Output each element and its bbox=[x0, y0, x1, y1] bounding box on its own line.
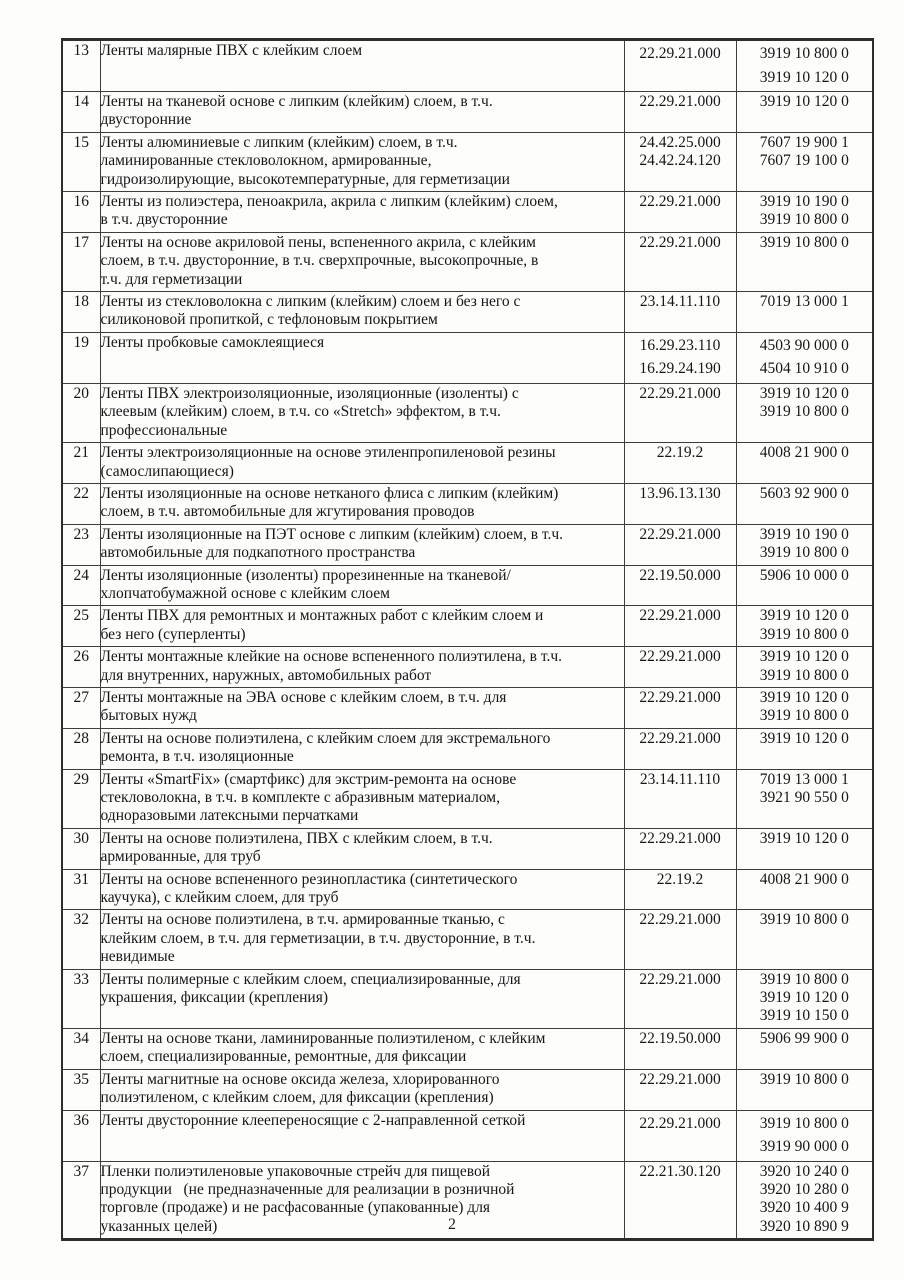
description-line: украшения, фиксации (крепления) bbox=[100, 989, 328, 1007]
okpd-code-cell bbox=[624, 728, 736, 769]
row-number: 34 bbox=[73, 1029, 89, 1047]
description-line: Ленты на тканевой основе с липким (клейким) слоем, в т.ч. bbox=[100, 93, 493, 110]
description-line: Ленты ПВХ электроизоляционные, изоляционные (изоленты) с bbox=[100, 384, 519, 402]
description-line: Ленты магнитные на основе оксида железа, хлорированного bbox=[100, 1070, 500, 1088]
okpd-code-cell bbox=[624, 192, 736, 233]
okpd-code: 22.19.2 bbox=[656, 870, 704, 888]
description-line: Ленты электроизоляционные на основе этиленпропиленовой резины bbox=[100, 444, 556, 462]
description-cell bbox=[100, 828, 624, 869]
okpd-code: 22.29.21.000 bbox=[639, 233, 721, 251]
description-line: Ленты на основе ткани, ламинированные полиэтиленом, с клейким bbox=[100, 1029, 546, 1047]
okpd-code-cell bbox=[624, 1069, 736, 1110]
okpd-code: 22.29.21.000 bbox=[639, 93, 721, 110]
description-cell bbox=[100, 483, 624, 524]
okpd-code: 22.29.21.000 bbox=[639, 45, 721, 62]
okpd-code: 24.42.24.120 bbox=[639, 152, 721, 170]
okpd-code-cell bbox=[624, 383, 736, 442]
row-number-cell bbox=[62, 647, 100, 688]
row-number-cell bbox=[62, 292, 100, 333]
table-row bbox=[62, 232, 873, 291]
tnved-code: 3919 10 120 0 bbox=[759, 989, 849, 1007]
table-row bbox=[62, 969, 873, 1028]
row-number: 19 bbox=[73, 333, 89, 351]
okpd-code: 22.29.21.000 bbox=[639, 193, 721, 211]
okpd-code-cell bbox=[624, 606, 736, 647]
row-number: 24 bbox=[73, 566, 89, 584]
tnved-code-cell bbox=[736, 647, 873, 688]
tnved-code: 3919 10 150 0 bbox=[759, 1007, 849, 1025]
description-cell bbox=[100, 647, 624, 688]
description-cell bbox=[100, 1069, 624, 1110]
description-line: клеевым (клейким) слоем, в т.ч. со «Stretch» эффектом, в т.ч. bbox=[100, 403, 501, 421]
tnved-code: 3919 10 120 0 bbox=[759, 648, 849, 666]
okpd-code-cell bbox=[624, 910, 736, 969]
description-line: слоем, специализированные, ремонтные, для фиксации bbox=[100, 1048, 467, 1066]
okpd-code-cell bbox=[624, 524, 736, 565]
okpd-code-cell bbox=[624, 40, 736, 92]
row-number: 32 bbox=[73, 911, 89, 929]
tnved-code: 3919 10 120 0 bbox=[759, 607, 849, 625]
okpd-code: 23.14.11.110 bbox=[639, 293, 721, 311]
okpd-code: 22.29.21.000 bbox=[639, 911, 721, 929]
tnved-code: 3919 10 800 0 bbox=[759, 970, 849, 988]
row-number-cell bbox=[62, 232, 100, 291]
tnved-code: 3920 10 400 9 bbox=[759, 1199, 849, 1217]
tnved-code-cell bbox=[736, 443, 873, 484]
table-row bbox=[62, 132, 873, 191]
description-line: для внутренних, наружных, автомобильных работ bbox=[100, 666, 432, 684]
okpd-code-cell bbox=[624, 828, 736, 869]
row-number: 21 bbox=[73, 444, 89, 462]
description-line: Ленты изоляционные на основе нетканого флиса с липким (клейким) bbox=[100, 484, 559, 502]
row-number-cell bbox=[62, 1110, 100, 1161]
tnved-code: 3919 10 800 0 bbox=[759, 1114, 849, 1132]
row-number: 29 bbox=[73, 770, 89, 788]
table-row bbox=[62, 524, 873, 565]
tnved-code: 3919 10 120 0 bbox=[759, 384, 849, 402]
row-number: 33 bbox=[73, 970, 89, 988]
okpd-code: 22.29.21.000 bbox=[639, 525, 721, 543]
description-line: Ленты из полиэстера, пеноакрила, акрила с липким (клейким) слоем, bbox=[100, 193, 558, 211]
tnved-code: 5906 10 000 0 bbox=[759, 566, 849, 584]
okpd-code: 24.42.25.000 bbox=[639, 133, 721, 151]
description-line: (самослипающиеся) bbox=[100, 462, 234, 480]
tnved-code: 3920 10 890 9 bbox=[759, 1217, 849, 1235]
description-line: Ленты ПВХ для ремонтных и монтажных работ с клейким слоем и bbox=[100, 607, 544, 625]
row-number-cell bbox=[62, 332, 100, 383]
okpd-code: 13.96.13.130 bbox=[639, 484, 721, 502]
okpd-code-cell bbox=[624, 769, 736, 828]
description-line: слоем, в т.ч. двусторонние, в т.ч. сверхпрочные, высокопрочные, в bbox=[100, 252, 539, 270]
description-line: продукции (не предназначенные для реализации в розничной bbox=[100, 1180, 515, 1198]
tnved-code: 4008 21 900 0 bbox=[759, 870, 849, 888]
tnved-code: 7019 13 000 1 bbox=[759, 293, 849, 311]
description-cell bbox=[100, 443, 624, 484]
row-number: 35 bbox=[73, 1070, 89, 1088]
description-line: Ленты алюминиевые с липким (клейким) слоем, в т.ч. bbox=[100, 133, 458, 151]
tnved-code: 3920 10 240 0 bbox=[759, 1162, 849, 1180]
row-number-cell bbox=[62, 869, 100, 910]
description-line: Ленты «SmartFix» (смартфикс) для экстрим-ремонта на основе bbox=[100, 770, 517, 788]
okpd-code: 22.19.50.000 bbox=[639, 1029, 721, 1047]
okpd-code: 23.14.11.110 bbox=[639, 770, 721, 788]
description-line: Ленты изоляционные на ПЭТ основе с липким (клейким) слоем, в т.ч. bbox=[100, 525, 564, 543]
okpd-code: 22.29.21.000 bbox=[639, 1070, 721, 1088]
table-row bbox=[62, 92, 873, 133]
row-number-cell bbox=[62, 443, 100, 484]
description-line: указанных целей) bbox=[100, 1217, 218, 1235]
description-cell bbox=[100, 132, 624, 191]
description-line: Ленты на основе полиэтилена, с клейким слоем для экстремального bbox=[100, 729, 551, 747]
tnved-code-cell bbox=[736, 383, 873, 442]
table-row bbox=[62, 728, 873, 769]
tnved-code: 3921 90 550 0 bbox=[759, 789, 849, 806]
row-number: 31 bbox=[73, 870, 89, 888]
row-number-cell bbox=[62, 483, 100, 524]
okpd-code: 22.29.21.000 bbox=[639, 688, 721, 706]
description-line: двусторонние bbox=[100, 111, 192, 129]
tnved-code: 3919 10 120 0 bbox=[759, 68, 849, 86]
tnved-code-cell bbox=[736, 483, 873, 524]
table-body bbox=[62, 40, 873, 1240]
tnved-code: 3919 10 190 0 bbox=[759, 525, 849, 543]
description-cell bbox=[100, 728, 624, 769]
okpd-code: 22.29.21.000 bbox=[639, 829, 721, 847]
table-row bbox=[62, 647, 873, 688]
row-number-cell bbox=[62, 524, 100, 565]
okpd-code: 22.19.50.000 bbox=[639, 566, 721, 584]
okpd-code-cell bbox=[624, 687, 736, 728]
okpd-code-cell bbox=[624, 443, 736, 484]
row-number-cell bbox=[62, 828, 100, 869]
okpd-code-cell bbox=[624, 647, 736, 688]
table-row bbox=[62, 687, 873, 728]
row-number-cell bbox=[62, 728, 100, 769]
okpd-code: 22.29.21.000 bbox=[639, 729, 721, 747]
row-number-cell bbox=[62, 132, 100, 191]
tnved-code-cell bbox=[736, 769, 873, 828]
description-line: Ленты полимерные с клейким слоем, специализированные, для bbox=[100, 970, 521, 988]
description-cell bbox=[100, 1028, 624, 1069]
okpd-code: 22.29.21.000 bbox=[639, 1114, 721, 1132]
tnved-code: 7607 19 100 0 bbox=[759, 152, 849, 170]
tnved-code: 3920 10 280 0 bbox=[759, 1180, 849, 1198]
description-line: невидимые bbox=[100, 948, 175, 966]
okpd-code: 16.29.24.190 bbox=[639, 360, 721, 378]
tnved-code-cell bbox=[736, 869, 873, 910]
table-row bbox=[62, 565, 873, 606]
row-number-cell bbox=[62, 687, 100, 728]
tnved-code: 3919 10 800 0 bbox=[759, 233, 849, 251]
description-line: автомобильные для подкапотного пространства bbox=[100, 544, 416, 562]
row-number-cell bbox=[62, 910, 100, 969]
description-line: без него (суперленты) bbox=[100, 625, 246, 643]
table-row bbox=[62, 769, 873, 828]
tnved-code: 4008 21 900 0 bbox=[759, 444, 849, 462]
row-number: 36 bbox=[73, 1111, 89, 1129]
tnved-code-cell bbox=[736, 332, 873, 383]
row-number-cell bbox=[62, 1028, 100, 1069]
description-line: Ленты пробковые самоклеящиеся bbox=[100, 333, 325, 351]
description-line: слоем, в т.ч. автомобильные для жгутирования проводов bbox=[100, 503, 475, 521]
page-number: 2 bbox=[448, 1216, 456, 1233]
tnved-code: 4504 10 910 0 bbox=[759, 360, 849, 378]
okpd-code: 22.29.21.000 bbox=[639, 384, 721, 402]
okpd-code-cell bbox=[624, 483, 736, 524]
description-line: в т.ч. двусторонние bbox=[100, 211, 228, 229]
tnved-code-cell bbox=[736, 969, 873, 1028]
tnved-code: 3919 10 120 0 bbox=[759, 688, 849, 706]
description-line: Ленты малярные ПВХ с клейким слоем bbox=[100, 42, 363, 59]
row-number-cell bbox=[62, 606, 100, 647]
okpd-code-cell bbox=[624, 1110, 736, 1161]
okpd-code-cell bbox=[624, 565, 736, 606]
tnved-code: 3919 10 800 0 bbox=[759, 45, 849, 62]
tnved-code-cell bbox=[736, 1110, 873, 1161]
description-cell bbox=[100, 910, 624, 969]
description-line: Ленты на основе полиэтилена, ПВХ с клейким слоем, в т.ч. bbox=[100, 829, 493, 847]
description-line: гидроизолирующие, высокотемпературные, для герметизации bbox=[100, 170, 510, 188]
description-line: силиконовой пропиткой, с тефлоновым покрытием bbox=[100, 311, 438, 329]
tnved-code: 3919 10 800 0 bbox=[759, 211, 849, 229]
row-number: 27 bbox=[73, 688, 89, 706]
description-cell bbox=[100, 232, 624, 291]
tnved-code: 7607 19 900 1 bbox=[759, 133, 849, 151]
tnved-code-cell bbox=[736, 565, 873, 606]
description-line: армированные, для труб bbox=[100, 848, 261, 866]
row-number: 15 bbox=[73, 133, 89, 151]
row-number-cell bbox=[62, 192, 100, 233]
tnved-code: 3919 10 800 0 bbox=[759, 911, 849, 929]
row-number: 16 bbox=[73, 193, 89, 211]
tnved-code: 3919 10 120 0 bbox=[759, 729, 849, 747]
tnved-code: 3919 10 800 0 bbox=[759, 403, 849, 421]
okpd-code-cell bbox=[624, 232, 736, 291]
tnved-code-cell bbox=[736, 92, 873, 133]
description-line: каучука), с клейким слоем, для труб bbox=[100, 889, 339, 907]
tnved-code: 7019 13 000 1 bbox=[759, 770, 849, 788]
tnved-code: 4503 90 000 0 bbox=[759, 336, 849, 354]
row-number: 26 bbox=[73, 648, 89, 666]
tnved-code-cell bbox=[736, 132, 873, 191]
okpd-code-cell bbox=[624, 92, 736, 133]
description-cell bbox=[100, 1110, 624, 1161]
table-row bbox=[62, 332, 873, 383]
row-number-cell bbox=[62, 40, 100, 92]
table-row bbox=[62, 910, 873, 969]
tnved-code: 3919 10 800 0 bbox=[759, 625, 849, 643]
row-number: 14 bbox=[73, 93, 89, 110]
tnved-code: 3919 10 800 0 bbox=[759, 666, 849, 684]
table-row bbox=[62, 383, 873, 442]
tnved-code-cell bbox=[736, 292, 873, 333]
description-cell bbox=[100, 869, 624, 910]
description-line: Ленты на основе акриловой пены, вспененного акрила, с клейким bbox=[100, 233, 536, 251]
description-line: бытовых нужд bbox=[100, 707, 197, 725]
table-row bbox=[62, 40, 873, 92]
row-number-cell bbox=[62, 565, 100, 606]
description-cell bbox=[100, 769, 624, 828]
tnved-code-cell bbox=[736, 232, 873, 291]
description-line: Ленты монтажные на ЭВА основе с клейким слоем, в т.ч. для bbox=[100, 688, 507, 706]
okpd-code-cell bbox=[624, 132, 736, 191]
tnved-code: 3919 10 800 0 bbox=[759, 707, 849, 725]
description-cell bbox=[100, 192, 624, 233]
okpd-code-cell bbox=[624, 869, 736, 910]
description-cell bbox=[100, 92, 624, 133]
description-line: полиэтиленом, с клейким слоем, для фиксации (крепления) bbox=[100, 1089, 494, 1107]
table-row bbox=[62, 483, 873, 524]
description-line: ламинированные стекловолокном, армированные, bbox=[100, 152, 432, 170]
description-cell bbox=[100, 332, 624, 383]
table-row bbox=[62, 828, 873, 869]
tnved-code-cell bbox=[736, 40, 873, 92]
description-line: Ленты на основе вспененного резинопластика (синтетического bbox=[100, 870, 518, 888]
row-number: 37 bbox=[73, 1162, 89, 1180]
description-line: одноразовыми латексными перчатками bbox=[100, 807, 359, 825]
description-line: Пленки полиэтиленовые упаковочные стрейч для пищевой bbox=[100, 1162, 491, 1180]
table-row bbox=[62, 443, 873, 484]
tnved-code-cell bbox=[736, 606, 873, 647]
okpd-code-cell bbox=[624, 292, 736, 333]
table-row bbox=[62, 869, 873, 910]
table-row bbox=[62, 192, 873, 233]
okpd-code-cell bbox=[624, 332, 736, 383]
description-cell bbox=[100, 292, 624, 333]
description-cell bbox=[100, 606, 624, 647]
table-row bbox=[62, 1028, 873, 1069]
tnved-code-cell bbox=[736, 1028, 873, 1069]
description-line: Ленты на основе полиэтилена, в т.ч. армированные тканью, с bbox=[100, 911, 505, 929]
tnved-code: 3919 10 120 0 bbox=[759, 93, 849, 110]
table-row bbox=[62, 292, 873, 333]
okpd-code: 16.29.23.110 bbox=[639, 336, 721, 354]
row-number: 23 bbox=[73, 525, 89, 543]
table-row bbox=[62, 1069, 873, 1110]
description-line: Ленты из стекловолокна с липким (клейким) слоем и без него с bbox=[100, 293, 521, 311]
row-number: 28 bbox=[73, 729, 89, 747]
row-number-cell bbox=[62, 769, 100, 828]
row-number: 30 bbox=[73, 829, 89, 847]
tnved-code-cell bbox=[736, 687, 873, 728]
description-line: клейким слоем, в т.ч. для герметизации, в т.ч. двусторонние, в т.ч. bbox=[100, 929, 536, 947]
row-number-cell bbox=[62, 969, 100, 1028]
description-line: Ленты изоляционные (изоленты) прорезиненные на тканевой/ bbox=[100, 566, 511, 584]
row-number: 22 bbox=[73, 484, 89, 502]
table-row bbox=[62, 1110, 873, 1161]
codes-table bbox=[61, 38, 874, 1241]
row-number-cell bbox=[62, 1069, 100, 1110]
row-number: 13 bbox=[73, 42, 89, 59]
row-number: 18 bbox=[73, 293, 89, 311]
tnved-code: 5906 99 900 0 bbox=[759, 1029, 849, 1047]
description-cell bbox=[100, 524, 624, 565]
okpd-code: 22.29.21.000 bbox=[639, 970, 721, 988]
tnved-code: 5603 92 900 0 bbox=[759, 484, 849, 502]
description-cell bbox=[100, 565, 624, 606]
description-cell bbox=[100, 40, 624, 92]
description-line: хлопчатобумажной основе с клейким слоем bbox=[100, 584, 390, 602]
tnved-code-cell bbox=[736, 728, 873, 769]
row-number-cell bbox=[62, 383, 100, 442]
description-line: Ленты двусторонние клеепереносящие с 2-направленной сеткой bbox=[100, 1111, 526, 1129]
okpd-code: 22.29.21.000 bbox=[639, 648, 721, 666]
tnved-code-cell bbox=[736, 1069, 873, 1110]
row-number: 17 bbox=[73, 233, 89, 251]
okpd-code-cell bbox=[624, 969, 736, 1028]
tnved-code: 3919 10 190 0 bbox=[759, 193, 849, 211]
okpd-code: 22.19.2 bbox=[656, 444, 704, 462]
tnved-code-cell bbox=[736, 524, 873, 565]
table-row bbox=[62, 606, 873, 647]
tnved-code: 3919 90 000 0 bbox=[759, 1138, 849, 1155]
description-cell bbox=[100, 687, 624, 728]
description-line: стекловолокна, в т.ч. в комплекте с абразивным материалом, bbox=[100, 789, 500, 806]
tnved-code: 3919 10 800 0 bbox=[759, 1070, 849, 1088]
row-number: 25 bbox=[73, 607, 89, 625]
tnved-code-cell bbox=[736, 910, 873, 969]
tnved-code-cell bbox=[736, 192, 873, 233]
description-line: Ленты монтажные клейкие на основе вспененного полиэтилена, в т.ч. bbox=[100, 648, 562, 666]
description-line: торговле (продаже) и не расфасованные (упакованные) для bbox=[100, 1199, 491, 1217]
description-cell bbox=[100, 383, 624, 442]
tnved-code-cell bbox=[736, 828, 873, 869]
description-line: ремонта, в т.ч. изоляционные bbox=[100, 748, 294, 766]
description-line: профессиональные bbox=[100, 421, 228, 439]
tnved-code: 3919 10 120 0 bbox=[759, 829, 849, 847]
description-line: т.ч. для герметизации bbox=[100, 270, 243, 288]
description-cell bbox=[100, 969, 624, 1028]
row-number: 20 bbox=[73, 384, 89, 402]
tnved-code: 3919 10 800 0 bbox=[759, 544, 849, 562]
okpd-code: 22.29.21.000 bbox=[639, 607, 721, 625]
row-number-cell bbox=[62, 92, 100, 133]
okpd-code: 22.21.30.120 bbox=[639, 1162, 721, 1180]
okpd-code-cell bbox=[624, 1028, 736, 1069]
